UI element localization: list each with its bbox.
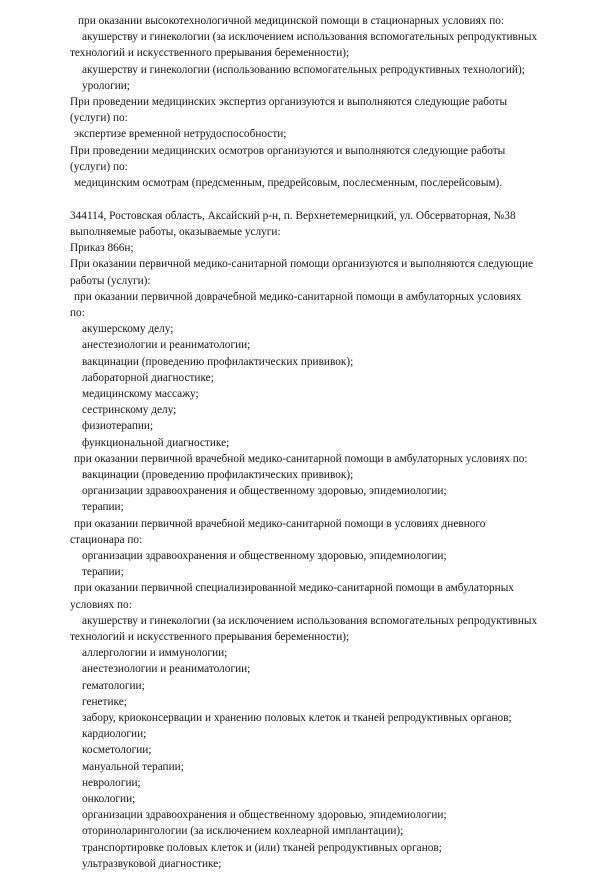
text-line: ультразвуковой диагностике; (82, 857, 222, 870)
text-line: условиях по: (70, 598, 132, 611)
text-line: (услуги) по: (70, 112, 128, 125)
text-block-services-top (70, 13, 580, 191)
text-line: при оказании первичной доврачебной медико-санитарной помощи в амбулаторных условиях (74, 290, 522, 303)
text-line: 344114, Ростовская область, Аксайский р-н, п. Верхнетемерницкий, ул. Обсерваторная, №38 (70, 209, 516, 222)
text-line: акушерству и гинекологии (за исключением использования вспомогательных репродуктивных (82, 31, 538, 44)
text-line: физиотерапии; (82, 420, 154, 433)
text-line: организации здравоохранения и общественному здоровью, эпидемиологии; (82, 809, 447, 822)
text-line: по: (70, 306, 85, 319)
text-line: работы (услуги): (70, 274, 151, 287)
text-line: экспертизе временной нетрудоспособности; (74, 128, 287, 141)
text-line: При проведении медицинских экспертиз организуются и выполняются следующие работы (70, 96, 508, 109)
text-line: организации здравоохранения и общественному здоровью, эпидемиологии; (82, 550, 447, 562)
text-line: (услуги) по: (70, 160, 128, 173)
text-line: стационара по: (70, 533, 143, 546)
text-line: медицинским осмотрам (предсменным, предрейсовым, послесменным, послерейсовым). (74, 177, 503, 190)
text-line: При проведении медицинских осмотров организуются и выполняются следующие работы (70, 144, 506, 157)
text-line: медицинскому массажу; (82, 387, 199, 400)
text-line: технологий и искусственного прерывания беременности); (70, 631, 350, 644)
text-line: неврологии; (82, 776, 141, 789)
text-block-address-services (70, 208, 580, 872)
text-line: забору, криоконсервации и хранению половых клеток и тканей репродуктивных органов; (82, 712, 512, 725)
text-line: оториноларингологии (за исключением кохлеарной имплантации); (82, 825, 404, 838)
text-line: функциональной диагностике; (82, 436, 230, 449)
text-line: при оказании первичной врачебной медико-санитарной помощи в амбулаторных условиях по: (74, 452, 528, 465)
text-line: при оказании первичной врачебной медико-санитарной помощи в условиях дневного (74, 517, 486, 530)
text-line: выполняемые работы, оказываемые услуги: (70, 225, 281, 238)
text-line: анестезиологии и реаниматологии; (82, 663, 251, 676)
text-line: при оказании первичной специализированной медико-санитарной помощи в амбулаторных (74, 582, 514, 595)
text-line: вакцинации (проведению профилактических прививок); (82, 355, 354, 368)
text-line: акушерству и гинекологии (использованию вспомогательных репродуктивных технологий); (82, 63, 525, 76)
text-line: вакцинации (проведению профилактических прививок); (82, 468, 354, 481)
text-line: урологии; (82, 79, 130, 92)
text-line: кардиологии; (82, 728, 147, 741)
text-line: аллергологии и иммунологии; (82, 647, 228, 660)
text-line: сестринскому делу; (82, 404, 177, 417)
text-line: мануальной терапии; (82, 760, 184, 773)
text-line: терапии; (82, 501, 124, 514)
text-line: организации здравоохранения и общественному здоровью, эпидемиологии; (82, 485, 447, 498)
text-line: При оказании первичной медико-санитарной помощи организуются и выполняются следующие (70, 258, 534, 271)
text-line: технологий и искусственного прерывания беременности); (70, 47, 350, 60)
text-line: акушерскому делу; (82, 323, 174, 336)
text-line: косметологии; (82, 744, 152, 757)
text-line: терапии; (82, 566, 124, 579)
paragraph-gap (70, 191, 580, 208)
text-line: лабораторной диагностике; (82, 371, 214, 384)
text-line: онкологии; (82, 793, 136, 806)
text-line: генетике; (82, 695, 127, 708)
text-line: гематологии; (82, 679, 145, 692)
text-line: акушерству и гинекологии (за исключением использования вспомогательных репродуктивных (82, 614, 538, 627)
text-line: Приказ 866н; (70, 242, 134, 255)
text-line: анестезиологии и реаниматологии; (82, 339, 251, 352)
text-line: транспортировке половых клеток и (или) тканей репродуктивных органов; (82, 841, 442, 854)
text-line: при оказании высокотехнологичной медицинской помощи в стационарных условиях по: (78, 15, 505, 27)
